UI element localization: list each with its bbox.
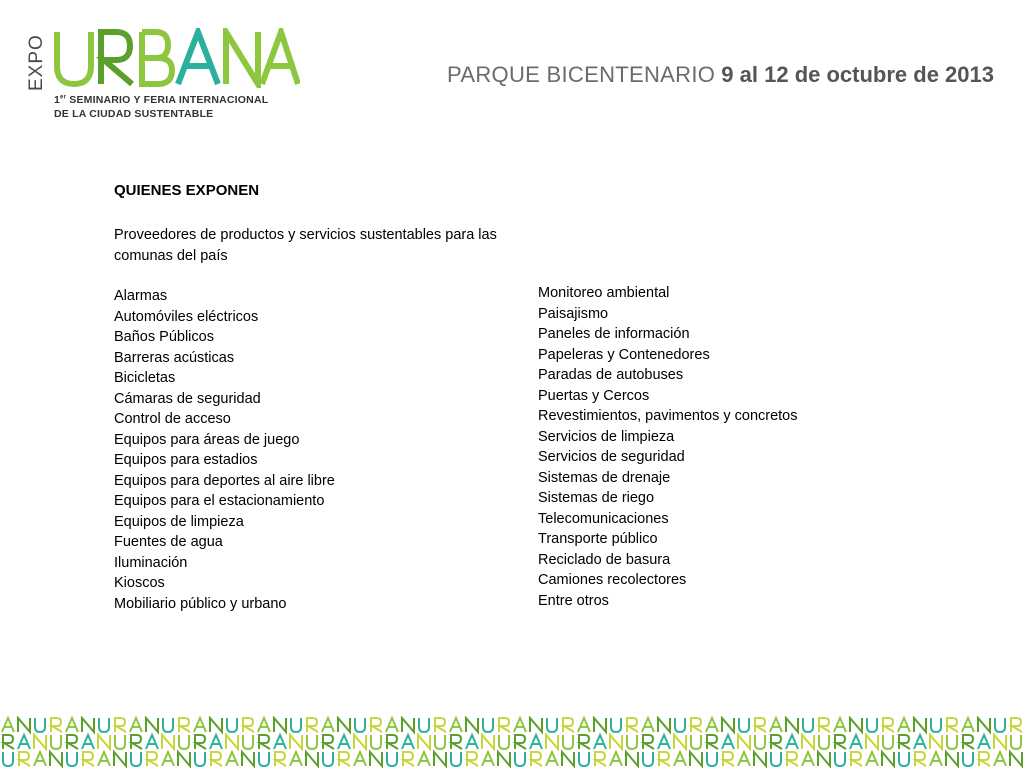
pattern-glyph xyxy=(850,735,862,749)
pattern-glyph xyxy=(706,718,718,732)
pattern-glyph xyxy=(962,718,974,732)
pattern-glyph xyxy=(99,718,109,732)
logo-subtitle-line1: 1er SEMINARIO Y FERIA INTERNACIONAL xyxy=(54,94,269,106)
pattern-glyph xyxy=(450,718,462,732)
pattern-glyph xyxy=(770,718,782,732)
pattern-glyph xyxy=(659,752,670,766)
pattern-glyph xyxy=(1010,752,1022,766)
pattern-glyph xyxy=(322,718,334,732)
exhibitor-item: Servicios de limpieza xyxy=(538,428,675,445)
exhibitor-item: Puertas y Cercos xyxy=(538,387,650,404)
pattern-glyph xyxy=(323,752,333,766)
exhibitor-item: Equipos para áreas de juego xyxy=(114,431,300,448)
event-venue: PARQUE BICENTENARIO xyxy=(447,62,716,87)
pattern-glyph xyxy=(515,752,525,766)
pattern-glyph xyxy=(546,752,558,766)
exhibitor-item: Sistemas de riego xyxy=(538,490,655,506)
pattern-glyph xyxy=(339,752,350,766)
pattern-glyph xyxy=(403,752,414,766)
pattern-glyph xyxy=(435,735,445,749)
pattern-glyph xyxy=(402,718,414,732)
pattern-glyph xyxy=(131,735,142,749)
pattern-glyph xyxy=(707,735,718,749)
pattern-glyph xyxy=(658,718,670,732)
pattern-glyph xyxy=(3,735,14,749)
pattern-glyph xyxy=(1011,735,1021,749)
pattern-glyph xyxy=(451,735,462,749)
pattern-glyph xyxy=(787,752,798,766)
pattern-glyph xyxy=(914,735,926,749)
pattern-glyph xyxy=(578,718,590,732)
pattern-glyph xyxy=(371,718,382,732)
pattern-glyph xyxy=(131,752,141,766)
logo-urbana-wordmark xyxy=(54,28,300,88)
pattern-glyph xyxy=(546,735,558,749)
pattern-glyph xyxy=(771,735,782,749)
exhibitor-item: Paisajismo xyxy=(538,305,609,322)
pattern-glyph xyxy=(227,718,237,732)
pattern-glyph xyxy=(210,735,222,749)
pattern-glyph xyxy=(755,718,766,732)
pattern-glyph xyxy=(499,718,510,732)
pattern-glyph xyxy=(531,752,542,766)
pattern-glyph xyxy=(146,735,158,749)
exhibitor-item: Servicios de seguridad xyxy=(538,449,685,465)
pattern-glyph xyxy=(978,718,990,732)
pattern-glyph xyxy=(275,752,286,766)
exhibitor-item: Mobiliario público y urbano xyxy=(114,595,287,612)
exhibitor-item: Sistemas de drenaje xyxy=(538,469,671,486)
pattern-glyph xyxy=(899,752,909,766)
pattern-glyph xyxy=(738,735,750,749)
pattern-glyph xyxy=(610,752,622,766)
pattern-glyph xyxy=(354,735,366,749)
exhibitor-item: Revestimientos, pavimentos y concretos xyxy=(538,408,798,424)
pattern-glyph xyxy=(994,735,1006,749)
exhibitor-item: Paneles de información xyxy=(538,326,690,342)
pattern-glyph xyxy=(499,735,509,749)
pattern-glyph xyxy=(371,735,381,749)
pattern-glyph xyxy=(1011,718,1022,732)
pattern-glyph xyxy=(882,752,894,766)
pattern-glyph xyxy=(482,752,494,766)
exhibitor-item: Equipos para estadios xyxy=(114,452,258,468)
pattern-glyph xyxy=(435,718,446,732)
pattern-glyph xyxy=(803,718,813,732)
pattern-glyph xyxy=(722,718,734,732)
pattern-glyph xyxy=(707,752,717,766)
pattern-glyph xyxy=(690,752,702,766)
pattern-glyph xyxy=(338,735,350,749)
pattern-glyph xyxy=(627,718,638,732)
pattern-glyph xyxy=(226,752,238,766)
pattern-glyph xyxy=(226,735,238,749)
exhibitor-item: Cámaras de seguridad xyxy=(114,390,261,407)
pattern-glyph xyxy=(323,735,334,749)
pattern-glyph xyxy=(19,752,30,766)
pattern-glyph xyxy=(835,735,846,749)
pattern-glyph xyxy=(834,718,846,732)
pattern-glyph xyxy=(866,752,878,766)
pattern-glyph xyxy=(931,718,941,732)
pattern-glyph xyxy=(51,718,62,732)
pattern-glyph xyxy=(595,752,606,766)
pattern-glyph xyxy=(675,718,685,732)
pattern-glyph xyxy=(307,735,317,749)
pattern-glyph xyxy=(210,718,222,732)
pattern-glyph xyxy=(563,718,574,732)
pattern-glyph xyxy=(34,735,46,749)
pattern-glyph xyxy=(930,752,942,766)
footer-pattern-band xyxy=(0,716,1024,768)
pattern-glyph xyxy=(515,735,526,749)
pattern-glyph xyxy=(563,735,573,749)
pattern-glyph xyxy=(274,735,286,749)
pattern-glyph xyxy=(242,752,254,766)
pattern-glyph xyxy=(290,735,302,749)
pattern-glyph xyxy=(850,718,862,732)
pattern-glyph xyxy=(114,752,126,766)
pattern-glyph xyxy=(418,752,430,766)
exhibitor-item: Control de acceso xyxy=(114,411,231,427)
pattern-glyph xyxy=(130,718,142,732)
pattern-glyph xyxy=(514,718,526,732)
pattern-glyph xyxy=(883,735,893,749)
pattern-glyph xyxy=(898,718,910,732)
exhibitor-item: Equipos de limpieza xyxy=(114,513,244,530)
pattern-glyph xyxy=(35,718,45,732)
pattern-glyph xyxy=(738,752,750,766)
pattern-glyph xyxy=(547,718,557,732)
pattern-glyph xyxy=(579,752,589,766)
logo-subtitle-line2: DE LA CIUDAD SUSTENTABLE xyxy=(54,108,214,120)
expo-urbana-logo xyxy=(26,28,286,123)
pattern-glyph xyxy=(914,718,926,732)
pattern-glyph xyxy=(818,752,830,766)
pattern-glyph xyxy=(18,718,30,732)
pattern-glyph xyxy=(83,752,94,766)
pattern-glyph xyxy=(786,718,798,732)
exhibitor-item: Baños Públicos xyxy=(114,329,214,345)
exhibitor-item: Paradas de autobuses xyxy=(538,367,684,383)
pattern-glyph xyxy=(466,735,478,749)
exhibitor-item: Transporte público xyxy=(538,531,658,547)
pattern-glyph xyxy=(51,735,61,749)
pattern-glyph xyxy=(530,718,542,732)
pattern-glyph xyxy=(194,718,206,732)
exhibitor-list-left xyxy=(114,286,335,614)
exhibitor-item: Bicicletas xyxy=(114,370,176,386)
pattern-glyph xyxy=(930,735,942,749)
pattern-glyph xyxy=(3,752,13,766)
pattern-glyph xyxy=(50,752,62,766)
exhibitor-list-right xyxy=(538,283,798,611)
pattern-glyph xyxy=(370,752,382,766)
pattern-glyph xyxy=(819,735,829,749)
event-header xyxy=(447,62,994,88)
pattern-glyph xyxy=(771,752,781,766)
pattern-glyph xyxy=(307,718,318,732)
pattern-glyph xyxy=(802,752,814,766)
pattern-glyph xyxy=(963,752,973,766)
pattern-glyph xyxy=(674,735,686,749)
pattern-glyph xyxy=(386,718,398,732)
pattern-glyph xyxy=(579,735,590,749)
pattern-glyph xyxy=(626,752,638,766)
pattern-glyph xyxy=(562,752,574,766)
pattern-glyph xyxy=(786,735,798,749)
pattern-glyph xyxy=(483,718,493,732)
pattern-glyph xyxy=(419,718,429,732)
pattern-glyph xyxy=(178,752,190,766)
pattern-glyph xyxy=(34,752,46,766)
section-intro: Proveedores de productos y servicios sustentables para las comunas del país xyxy=(114,227,497,264)
pattern-glyph xyxy=(291,718,301,732)
pattern-glyph xyxy=(354,752,366,766)
pattern-glyph xyxy=(146,718,158,732)
pattern-glyph xyxy=(994,752,1006,766)
pattern-glyph xyxy=(722,735,734,749)
pattern-glyph xyxy=(643,735,654,749)
pattern-glyph xyxy=(739,718,749,732)
pattern-glyph xyxy=(259,752,269,766)
exhibitor-item: Fuentes de agua xyxy=(114,534,223,550)
pattern-glyph xyxy=(387,735,398,749)
pattern-glyph xyxy=(98,735,110,749)
pattern-glyph xyxy=(594,718,606,732)
exhibitor-item: Barreras acústicas xyxy=(114,349,235,366)
exhibitor-item: Alarmas xyxy=(114,288,168,304)
pattern-glyph xyxy=(338,718,350,732)
exhibitor-item: Iluminación xyxy=(114,554,188,571)
pattern-glyph xyxy=(674,752,686,766)
exhibitor-item: Telecomunicaciones xyxy=(538,510,669,527)
pattern-glyph xyxy=(866,735,878,749)
pattern-glyph xyxy=(258,718,270,732)
pattern-glyph xyxy=(243,735,253,749)
pattern-glyph xyxy=(243,718,254,732)
pattern-glyph xyxy=(115,718,126,732)
pattern-glyph xyxy=(259,735,270,749)
pattern-glyph xyxy=(835,752,845,766)
pattern-glyph xyxy=(163,718,173,732)
exhibitor-item: Monitoreo ambiental xyxy=(538,285,670,301)
pattern-glyph xyxy=(195,752,205,766)
pattern-glyph xyxy=(306,752,318,766)
exhibitor-item: Kioscos xyxy=(114,575,165,591)
pattern-glyph xyxy=(418,735,430,749)
pattern-glyph xyxy=(978,735,990,749)
pattern-glyph xyxy=(290,752,302,766)
pattern-glyph xyxy=(691,718,702,732)
pattern-glyph xyxy=(611,718,621,732)
pattern-glyph xyxy=(947,735,957,749)
pattern-glyph xyxy=(963,735,974,749)
pattern-glyph xyxy=(627,735,637,749)
pattern-glyph xyxy=(754,752,766,766)
exhibitor-item: Papeleras y Contenedores xyxy=(538,346,710,363)
pattern-glyph xyxy=(67,752,77,766)
pattern-glyph xyxy=(18,735,30,749)
pattern-glyph xyxy=(947,718,958,732)
pattern-glyph xyxy=(915,752,926,766)
pattern-glyph xyxy=(195,735,206,749)
pattern-glyph xyxy=(658,735,670,749)
pattern-glyph xyxy=(147,752,158,766)
pattern-glyph xyxy=(67,735,78,749)
pattern-glyph xyxy=(82,735,94,749)
pattern-glyph xyxy=(802,735,814,749)
pattern-glyph xyxy=(691,735,701,749)
pattern-glyph xyxy=(883,718,894,732)
pattern-glyph xyxy=(899,735,910,749)
exhibitor-item: Reciclado de basura xyxy=(538,551,671,568)
pattern-glyph xyxy=(115,735,125,749)
pattern-glyph xyxy=(594,735,606,749)
pattern-glyph xyxy=(402,735,414,749)
pattern-glyph xyxy=(355,718,365,732)
pattern-glyph xyxy=(179,735,189,749)
pattern-glyph xyxy=(82,718,94,732)
pattern-glyph xyxy=(610,735,622,749)
pattern-glyph xyxy=(162,752,174,766)
pattern-glyph xyxy=(179,718,190,732)
pattern-glyph xyxy=(755,735,765,749)
pattern-glyph xyxy=(466,718,478,732)
exhibitor-item: Equipos para deportes al aire libre xyxy=(114,472,335,489)
pattern-glyph xyxy=(530,735,542,749)
pattern-glyph xyxy=(995,718,1005,732)
pattern-glyph xyxy=(851,752,862,766)
pattern-glyph xyxy=(451,752,461,766)
exhibitor-item: Camiones recolectores xyxy=(538,572,687,588)
pattern-glyph xyxy=(467,752,478,766)
pattern-glyph xyxy=(723,752,734,766)
pattern-glyph xyxy=(643,752,653,766)
pattern-glyph xyxy=(98,752,110,766)
pattern-glyph xyxy=(387,752,397,766)
exhibitor-item: Automóviles eléctricos xyxy=(114,308,259,325)
pattern-glyph xyxy=(819,718,830,732)
pattern-glyph xyxy=(434,752,446,766)
pattern-glyph xyxy=(211,752,222,766)
exhibitor-item: Equipos para el estacionamiento xyxy=(114,493,325,509)
pattern-glyph xyxy=(946,752,958,766)
pattern-glyph xyxy=(867,718,877,732)
logo-expo-text: EXPO xyxy=(26,34,47,92)
pattern-glyph xyxy=(642,718,654,732)
section-title: QUIENES EXPONEN xyxy=(114,182,260,199)
pattern-glyph xyxy=(482,735,494,749)
pattern-glyph xyxy=(979,752,990,766)
pattern-glyph xyxy=(498,752,510,766)
pattern-glyph xyxy=(274,718,286,732)
event-dates: 9 al 12 de octubre de 2013 xyxy=(721,62,994,87)
pattern-glyph xyxy=(162,735,174,749)
exhibitor-item: Entre otros xyxy=(538,592,609,609)
pattern-glyph xyxy=(2,718,14,732)
pattern-glyph xyxy=(66,718,78,732)
